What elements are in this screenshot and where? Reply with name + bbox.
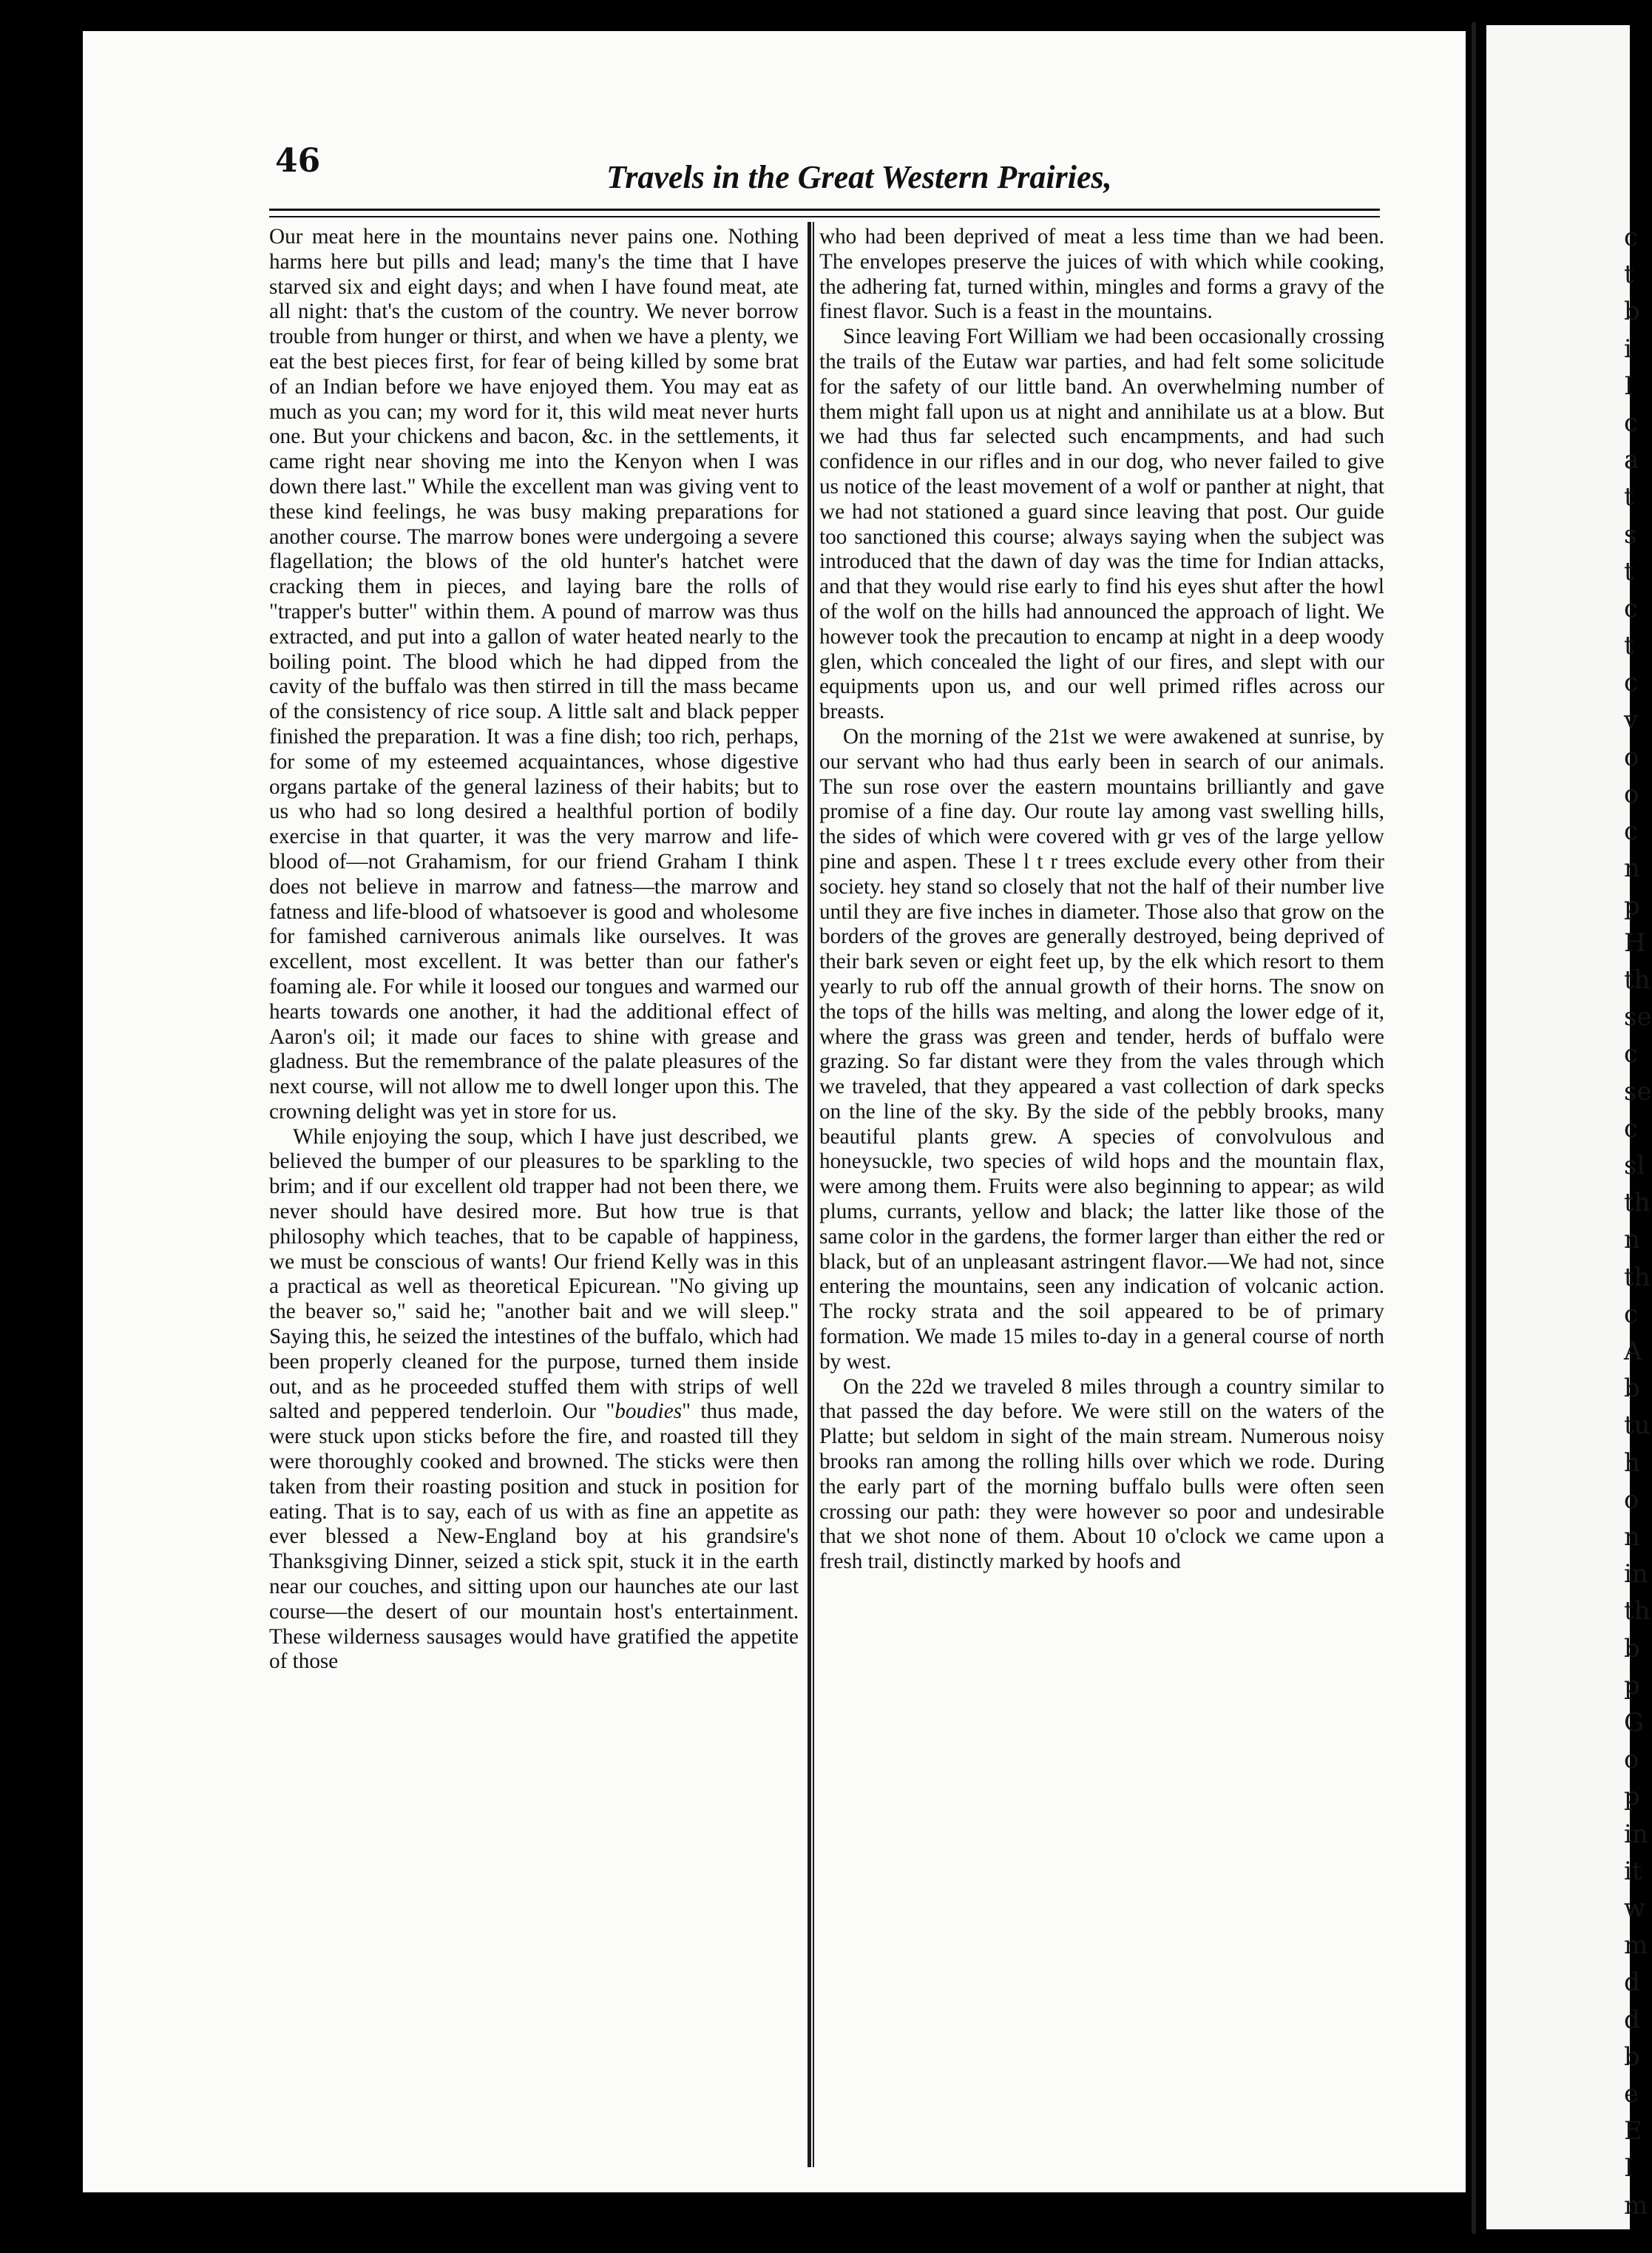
- facing-page-fragment: th: [1624, 1188, 1651, 1218]
- paragraph: On the 22d we traveled 8 miles through a country similar to that passed the day before. We were still on the waters of the Platte; but seldom in sight of the main stream. Numerous noisy brooks ran among the rolling hills over which we rode. During the early part of the morning buffalo bulls were often seen crossing our path: they were however so poor and undesirable that we shot none of them. About 10 o'clock we came upon a fresh trail, distinctly marked by hoofs and: [819, 1374, 1384, 1574]
- facing-page-fragment: c: [1624, 594, 1639, 624]
- italic-word: boudies: [615, 1399, 683, 1424]
- page-number: 46: [275, 142, 321, 180]
- facing-page-fragment: se: [1624, 1076, 1652, 1107]
- facing-page-fragment: c: [1624, 223, 1639, 252]
- facing-page-fragment: c: [1624, 668, 1639, 698]
- facing-page-fragment: o: [1624, 742, 1639, 772]
- facing-page-fragment: c: [1624, 1299, 1639, 1329]
- paragraph-text: While enjoying the soup, which I have just described, we believed the bumper of our pleasures to be sparkling to the brim; and if our excellent old trapper had not been there, we never should have desired more. But how true is that philosophy which teaches, that to be capable of happiness, we must be conscious of wants! Our friend Kelly was in this a practical as well as theoretical Epicurean. "No giving up the beaver so," said he; "another bait and we will sleep." Saying this, he seized the intestines of the buffalo, which had been properly cleaned for the purpose, turned them inside out, and as he proceeded stuffed them with strips of well salted and peppered tenderloin. Our ": [269, 1124, 799, 1424]
- facing-page-fragment: p: [1624, 891, 1640, 921]
- facing-page-fragment: b: [1624, 1374, 1640, 1404]
- facing-page-fragment: h: [1624, 1448, 1640, 1478]
- facing-page-fragment: i: [1624, 334, 1632, 364]
- facing-page-fragment: th: [1624, 1262, 1651, 1292]
- facing-page-fragment: n: [1624, 1522, 1640, 1552]
- facing-page-fragment: v: [1624, 705, 1639, 735]
- header-rule-thin: [269, 216, 1380, 217]
- facing-page-fragment: it: [1624, 1856, 1642, 1886]
- facing-page-fragment: e: [1624, 2079, 1639, 2109]
- facing-page-fragment: d: [1624, 2004, 1640, 2035]
- facing-page-fragment: th: [1624, 965, 1651, 995]
- facing-page-fragment: b: [1624, 1633, 1640, 1663]
- facing-page-fragment: n: [1624, 1225, 1640, 1255]
- facing-page-fragment: s: [1624, 519, 1637, 550]
- facing-page-fragment: o: [1624, 1745, 1639, 1775]
- paragraph: Our meat here in the mountains never pains one. Nothing harms here but pills and lead; many's the time that I have starved six and eight days; and when I have found meat, ate all night: that's the custom of the country. We never borrow trouble from hunger or thirst, and when we have a plenty, we eat the best pieces first, for fear of being killed by some brat of an Indian before we have enjoyed them. You may eat as much as you can; my word for it, this wild meat never hurts one. But your chickens and bacon, &c. in the settlements, it came right near shoving me into the Kenyon when I was down there last." While the excellent man was giving vent to these kind feelings, he was busy making preparations for another course. The marrow bones were undergoing a severe flagellation; the blows of the old hunter's hatchet were cracking them in pieces, and laying bare the rolls of "trapper's butter" within them. A pound of marrow was thus extracted, and put into a gallon of water heated nearly to the boiling point. The blood which he had dipped from the cavity of the buffalo was then stirred in till the mass became of the consistency of rice soup. A little salt and black pepper finished the preparation. It was a fine dish; too rich, perhaps, for some of my esteemed acquaintances, whose digestive organs partake of the general laziness of their habits; but to us who had so long desired a healthful portion of bodily exercise in that quarter, it was the very marrow and life-blood of—not Grahamism, for our friend Graham I think does not believe in marrow and fatness—the marrow and fatness and life-blood of whatsoever is good and wholesome for famished carniverous animals like ourselves. It was excellent, most excellent. It was better than our father's foaming ale. For while it loosed our tongues and warmed our hearts towards one another, it had the additional effect of Aaron's oil; it made our faces to shine with grease and gladness. But the remembrance of the palate pleasures of the next course, will not allow me to dwell longer upon this. The crowning delight was yet in store for us.: [269, 225, 799, 1124]
- facing-page-fragment: c: [1624, 408, 1639, 438]
- facing-page-fragment: b: [1624, 2041, 1640, 2072]
- facing-page-fragment: I: [1624, 2153, 1634, 2183]
- facing-page-fragment: p: [1624, 1782, 1640, 1812]
- facing-page-fragment: c: [1624, 817, 1639, 847]
- gutter-shadow: [1472, 22, 1476, 2234]
- facing-page-fragment: t: [1624, 631, 1634, 661]
- column-divider-thin: [813, 222, 814, 2167]
- facing-page-fragment: b: [1624, 297, 1640, 327]
- facing-page-fragment: w: [1624, 1894, 1646, 1923]
- facing-page-fragment: c: [1624, 1113, 1639, 1144]
- facing-page-fragment: o: [1624, 780, 1639, 809]
- facing-page-fragment: I: [1624, 371, 1634, 401]
- facing-page-fragment: t: [1624, 482, 1634, 513]
- facing-page-fragment: p: [1624, 1670, 1640, 1700]
- facing-page-fragment: tu: [1624, 1411, 1651, 1441]
- facing-page-fragment: a: [1624, 445, 1639, 476]
- facing-page-fragment: o: [1624, 1484, 1639, 1515]
- facing-page-edge: [1486, 25, 1652, 2229]
- facing-page-fragment: A: [1624, 1337, 1642, 1366]
- facing-page-fragment: se: [1624, 1002, 1652, 1033]
- facing-page-fragment: in: [1624, 1559, 1648, 1590]
- paragraph: Since leaving Fort William we had been occasionally crossing the trails of the Eutaw war parties, and had felt some solicitude for the safety of our little band. An overwhelming number of them might fall upon us at night and annihilate us at a blow. But we had thus far selected such encampments, and had such confidence in our rifles and in our dog, who never failed to give us notice of the least movement of a wolf or panther at night, that we had not stationed a guard since leaving that post. Our guide too sanctioned this course; always saying when the subject was introduced that the dawn of day was the time for Indian attacks, and that they would rise early to find his eyes shut after the howl of the wolf on the hills had announced the approach of light. We however took the precaution to encamp at night in a deep woody glen, which concealed the light of our fires, and slept with our equipments upon us, and our well primed rifles across our breasts.: [819, 325, 1384, 724]
- facing-page-fragment: m: [1624, 1931, 1648, 1961]
- facing-page-fragment: n: [1624, 854, 1640, 884]
- facing-page-fragment: E: [1624, 2116, 1642, 2146]
- facing-page-fragment: G: [1624, 1708, 1645, 1737]
- paragraph-text: " thus made, were stuck upon sticks before the fire, and roasted till they were thoroughly cooked and browned. The sticks were then taken from their roasting position and stuck in position for eating. That is to say, each of us with as fine an appetite as ever blessed a New-England boy at his grandsire's Thanksgiving Dinner, seized a stick spit, stuck it in the earth near our couches, and sitting upon our haunches ate our last course—the desert of our mountain host's entertainment. These wilderness sausages would have gratified the appetite of those: [269, 1399, 799, 1674]
- paragraph: [269, 1125, 799, 1675]
- facing-page-fragment: in: [1624, 1819, 1648, 1849]
- header-rule: [269, 209, 1380, 211]
- facing-page-fragment: H: [1624, 928, 1646, 958]
- facing-page-fragment: d: [1624, 1967, 1640, 1998]
- facing-page-fragment: th: [1624, 1596, 1651, 1627]
- facing-page-fragment: m: [1624, 2190, 1648, 2220]
- facing-page-fragment: t: [1624, 260, 1634, 290]
- left-column: [269, 225, 799, 1675]
- right-column: [819, 225, 1384, 1575]
- facing-page-fragment: t: [1624, 556, 1634, 587]
- column-divider: [808, 222, 811, 2167]
- running-head: Travels in the Great Western Prairies,: [606, 159, 1112, 195]
- facing-page-fragment: c: [1624, 1039, 1639, 1070]
- facing-page-fragment: sl: [1624, 1151, 1645, 1180]
- paragraph: On the morning of the 21st we were awakened at sunrise, by our servant who had thus early been in search of our animals. The sun rose over the eastern mountains brilliantly and gave promise of a fine day. Our route lay among vast swelling hills, the sides of which were covered with gr ves of the large yellow pine and aspen. These l t r trees exclude every other from their society. hey stand so closely that not the half of their number live until they are five inches in diameter. Those also that grow on the borders of the groves are generally destroyed, being deprived of their bark seven or eight feet up, by the elk which resort to them yearly to rub off the annual growth of their horns. The snow on the tops of the hills was melting, and along the lower edge of it, where the grass was green and tender, herds of buffalo were grazing. So far distant were they from the vales through which we traveled, that they appeared a vast collection of dark specks on the line of the sky. By the side of the pebbly brooks, many beautiful plants grew. A species of convolvulous and honeysuckle, two species of wild hops and the mountain flax, were among them. Fruits were also beginning to appear; as wild plums, currants, yellow and black; the latter like those of the same color in the gardens, the former larger than either the red or black, but of an unpleasant astringent flavor.—We had not, since entering the mountains, seen any indication of volcanic action. The rocky strata and the soil appeared to be of primary formation. We made 15 miles to-day in a general course of north by west.: [819, 724, 1384, 1374]
- paragraph: who had been deprived of meat a less time than we had been. The envelopes preserve the juices of with which while cooking, the adhering fat, turned within, mingles and forms a gravy of the finest flavor. Such is a feast in the mountains.: [819, 225, 1384, 324]
